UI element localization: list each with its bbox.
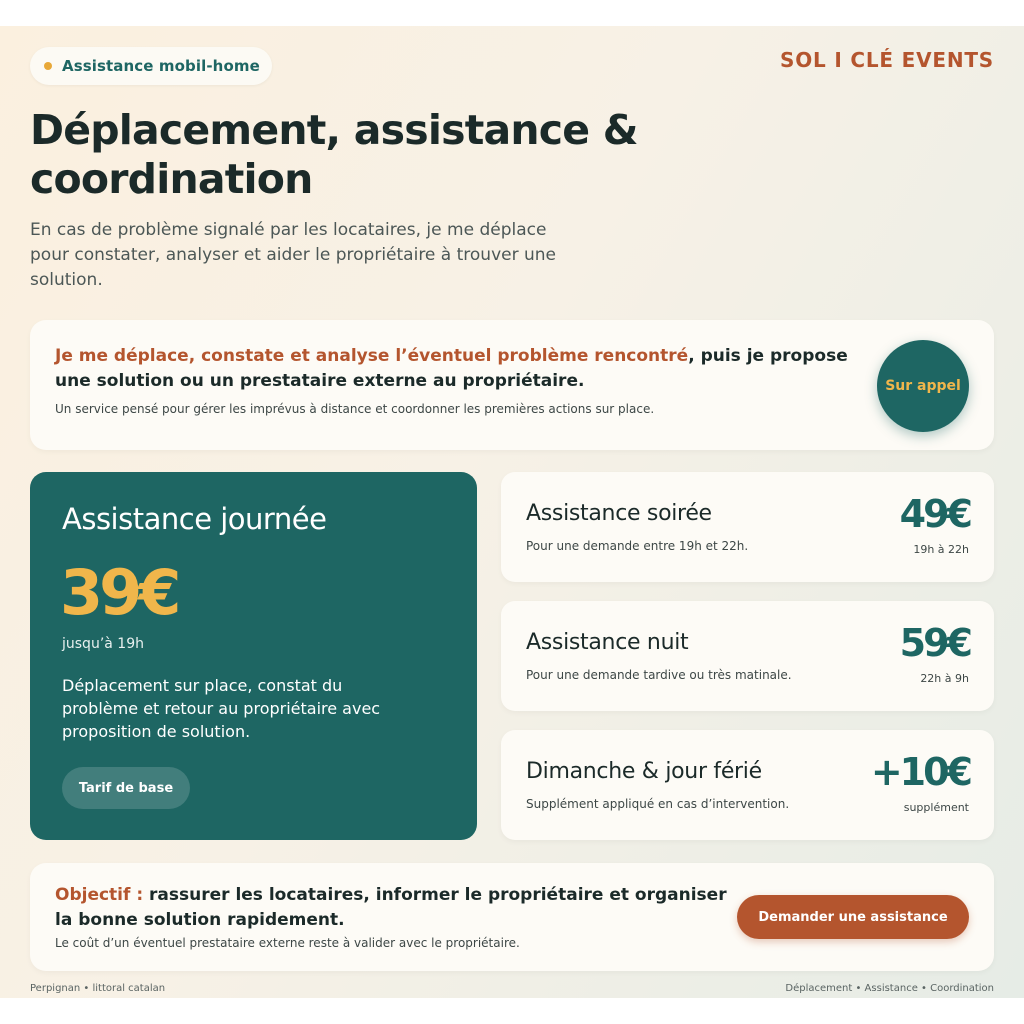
day-assistance-description: Déplacement sur place, constat du problème et retour au propriétaire avec proposition de solution. [62, 676, 381, 741]
evening-assistance-card [501, 472, 994, 582]
intro-text: En cas de problème signalé par les locataires, je me déplace pour constater, analyser et aider le propriétaire à trouver une solution. [30, 220, 556, 290]
price-card-price: +10€ [870, 750, 970, 794]
category-tag [30, 47, 272, 85]
price-card-title: Assistance nuit [526, 630, 689, 655]
page-title: Déplacement, assistance & coordination [30, 106, 638, 203]
category-tag-label: Assistance mobil-home [62, 57, 260, 75]
status-dot-icon [44, 62, 52, 70]
footer-location: Perpignan • littoral catalan [30, 983, 166, 994]
day-assistance-hours: jusqu’à 19h [62, 636, 144, 652]
objective-body: rassurer les locataires, informer le propriétaire et organiser la bonne solution rapidement. [55, 885, 727, 930]
price-card-hours: 22h à 9h [920, 672, 969, 685]
callout-lead-rest: , puis je propose une solution ou un prestataire externe au propriétaire. [55, 346, 848, 391]
callout-subtext: Un service pensé pour gérer les imprévus à distance et coordonner les premières actions sur place. [55, 402, 655, 416]
service-card [0, 26, 1024, 998]
objective-text [55, 883, 745, 933]
objective-label: Objectif : [55, 885, 144, 905]
callout-lead [55, 344, 875, 394]
on-call-badge [877, 340, 969, 432]
price-card-price: 59€ [899, 621, 970, 665]
day-assistance-title: Assistance journée [62, 502, 327, 536]
sunday-holiday-card [501, 730, 994, 840]
objective-note: Le coût d’un éventuel prestataire externe reste à valider avec le propriétaire. [55, 936, 520, 950]
price-card-description: Pour une demande tardive ou très matinale. [526, 668, 792, 682]
price-card-description: Supplément appliqué en cas d’intervention. [526, 797, 790, 811]
brand-name: SOL I CLÉ EVENTS [780, 48, 994, 72]
service-callout [30, 320, 994, 450]
base-rate-chip: Tarif de base [62, 767, 190, 809]
objective-panel [30, 863, 994, 971]
callout-lead-accent: Je me déplace, constate et analyse l’éventuel problème rencontré [55, 346, 689, 366]
day-assistance-card [30, 472, 477, 840]
night-assistance-card [501, 601, 994, 711]
day-assistance-price: 39€ [60, 556, 178, 629]
price-card-price: 49€ [899, 492, 970, 536]
on-call-badge-label: Sur appel [885, 377, 961, 394]
request-assistance-button[interactable]: Demander une assistance [737, 895, 969, 939]
price-card-title: Assistance soirée [526, 501, 712, 526]
price-card-hours: supplément [903, 801, 969, 814]
price-card-description: Pour une demande entre 19h et 22h. [526, 539, 749, 553]
price-card-hours: 19h à 22h [913, 543, 969, 556]
footer-services: Déplacement • Assistance • Coordination [785, 983, 994, 994]
price-card-title: Dimanche & jour férié [526, 759, 762, 784]
